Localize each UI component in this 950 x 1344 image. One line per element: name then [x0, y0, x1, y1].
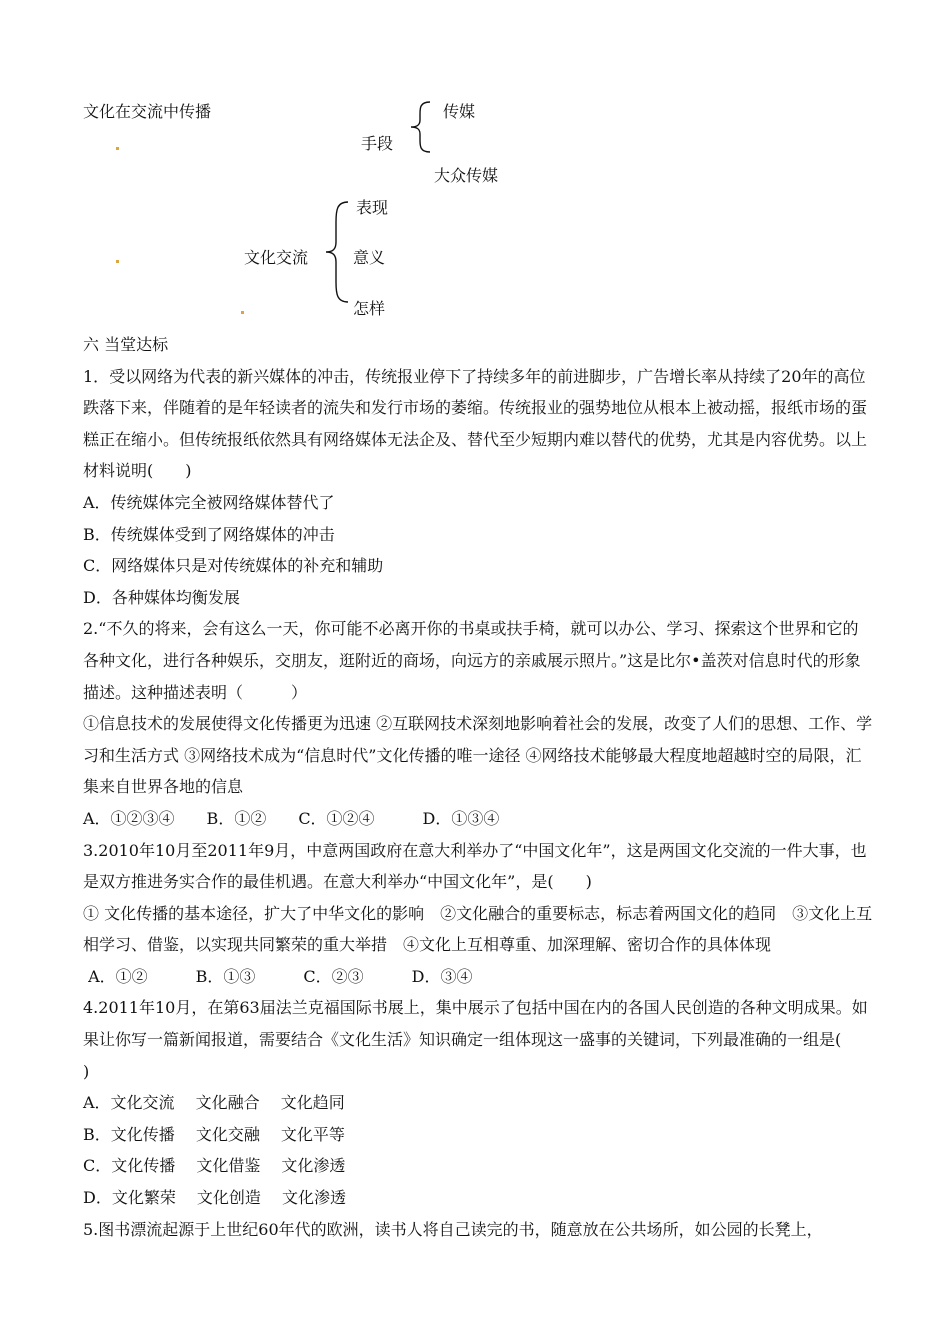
section-heading: 六 当堂达标: [83, 335, 169, 354]
question-3-statements: ① 文化传播的基本途径，扩大了中华文化的影响 ②文化融合的重要标志，标志着两国文化的趋同 ③文化上互相学习、借鉴，以实现共同繁荣的重大举措 ④文化上互相尊重、加深理解、密切合作的具体体现: [83, 903, 873, 955]
decorative-dot: [116, 260, 119, 263]
question-4-option-d: D．文化繁荣 文化创造 文化渗透: [83, 1188, 347, 1208]
question-1-option-b: B．传统媒体受到了网络媒体的冲击: [83, 524, 335, 544]
diagram-title: 文化在交流中传播: [83, 102, 212, 121]
exercise-section: [83, 329, 873, 1245]
means-item-mass-media: 大众传媒: [434, 166, 499, 185]
exchange-label: 文化交流: [244, 248, 309, 267]
question-4-stem: 4.2011年10月，在第63届法兰克福国际书展上，集中展示了包括中国在内的各国人民创造的各种文明成果。如果让你写一篇新闻报道，需要结合《文化生活》知识确定一组体现这一盛事的关键词，下列最准确的一组是( ): [83, 998, 874, 1081]
exchange-item-how: 怎样: [353, 299, 386, 318]
decorative-dot: [241, 311, 244, 314]
question-2-stem: 2.“不久的将来，会有这么一天，你可能不必离开你的书桌或扶手椅，就可以办公、学习、探索这个世界和它的各种文化，进行各种娱乐，交朋友，逛附近的商场，向远方的亲戚展示照片。”这是比尔•盖茨对信息时代的形象描述。这种描述表明（ ）: [83, 619, 861, 702]
means-brace: [408, 100, 436, 154]
exchange-item-manifestation: 表现: [356, 198, 389, 217]
question-2-options: A．①②③④ B．①② C．①②④ D．①③④: [83, 808, 500, 828]
exchange-item-significance: 意义: [353, 248, 386, 267]
question-3-stem: 3.2010年10月至2011年9月，中意两国政府在意大利举办了“中国文化年”，这是两国文化交流的一件大事，也是双方推进务实合作的最佳机遇。在意大利举办“中国文化年”，是( ): [83, 840, 867, 892]
question-3-options: A．①② B．①③ C．②③ D．③④: [83, 966, 473, 986]
exchange-brace: [322, 200, 352, 304]
question-5-stem: 5.图书漂流起源于上世纪60年代的欧洲，读书人将自己读完的书，随意放在公共场所，如公园的长凳上，: [83, 1219, 823, 1239]
question-1-option-a: A．传统媒体完全被网络媒体替代了: [83, 492, 335, 512]
question-4-option-a: A．文化交流 文化融合 文化趋同: [83, 1093, 345, 1113]
question-4-option-b: B．文化传播 文化交融 文化平等: [83, 1124, 345, 1144]
question-2-statements: ①信息技术的发展使得文化传播更为迅速 ②互联网技术深刻地影响着社会的发展，改变了人们的思想、工作、学习和生活方式 ③网络技术成为“信息时代”文化传播的唯一途径 ④网络技术能够最大程度地超越时空的局限，汇集来自世界各地的信息: [83, 714, 873, 797]
question-1-option-c: C．网络媒体只是对传统媒体的补充和辅助: [83, 556, 384, 576]
question-1-stem: 1．受以网络为代表的新兴媒体的冲击，传统报业停下了持续多年的前进脚步，广告增长率从持续了20年的高位跌落下来，伴随着的是年轻读者的流失和发行市场的萎缩。传统报业的强势地位从根本上被动摇，报纸市场的蛋糕正在缩小。但传统报纸依然具有网络媒体无法企及、替代至少短期内难以替代的优势，尤其是内容优势。以上材料说明( ): [83, 366, 868, 481]
question-4-option-c: C．文化传播 文化借鉴 文化渗透: [83, 1156, 346, 1176]
decorative-dot: [116, 147, 119, 150]
means-label: 手段: [361, 134, 394, 153]
means-item-media: 传媒: [443, 102, 476, 121]
question-1-option-d: D．各种媒体均衡发展: [83, 587, 240, 607]
